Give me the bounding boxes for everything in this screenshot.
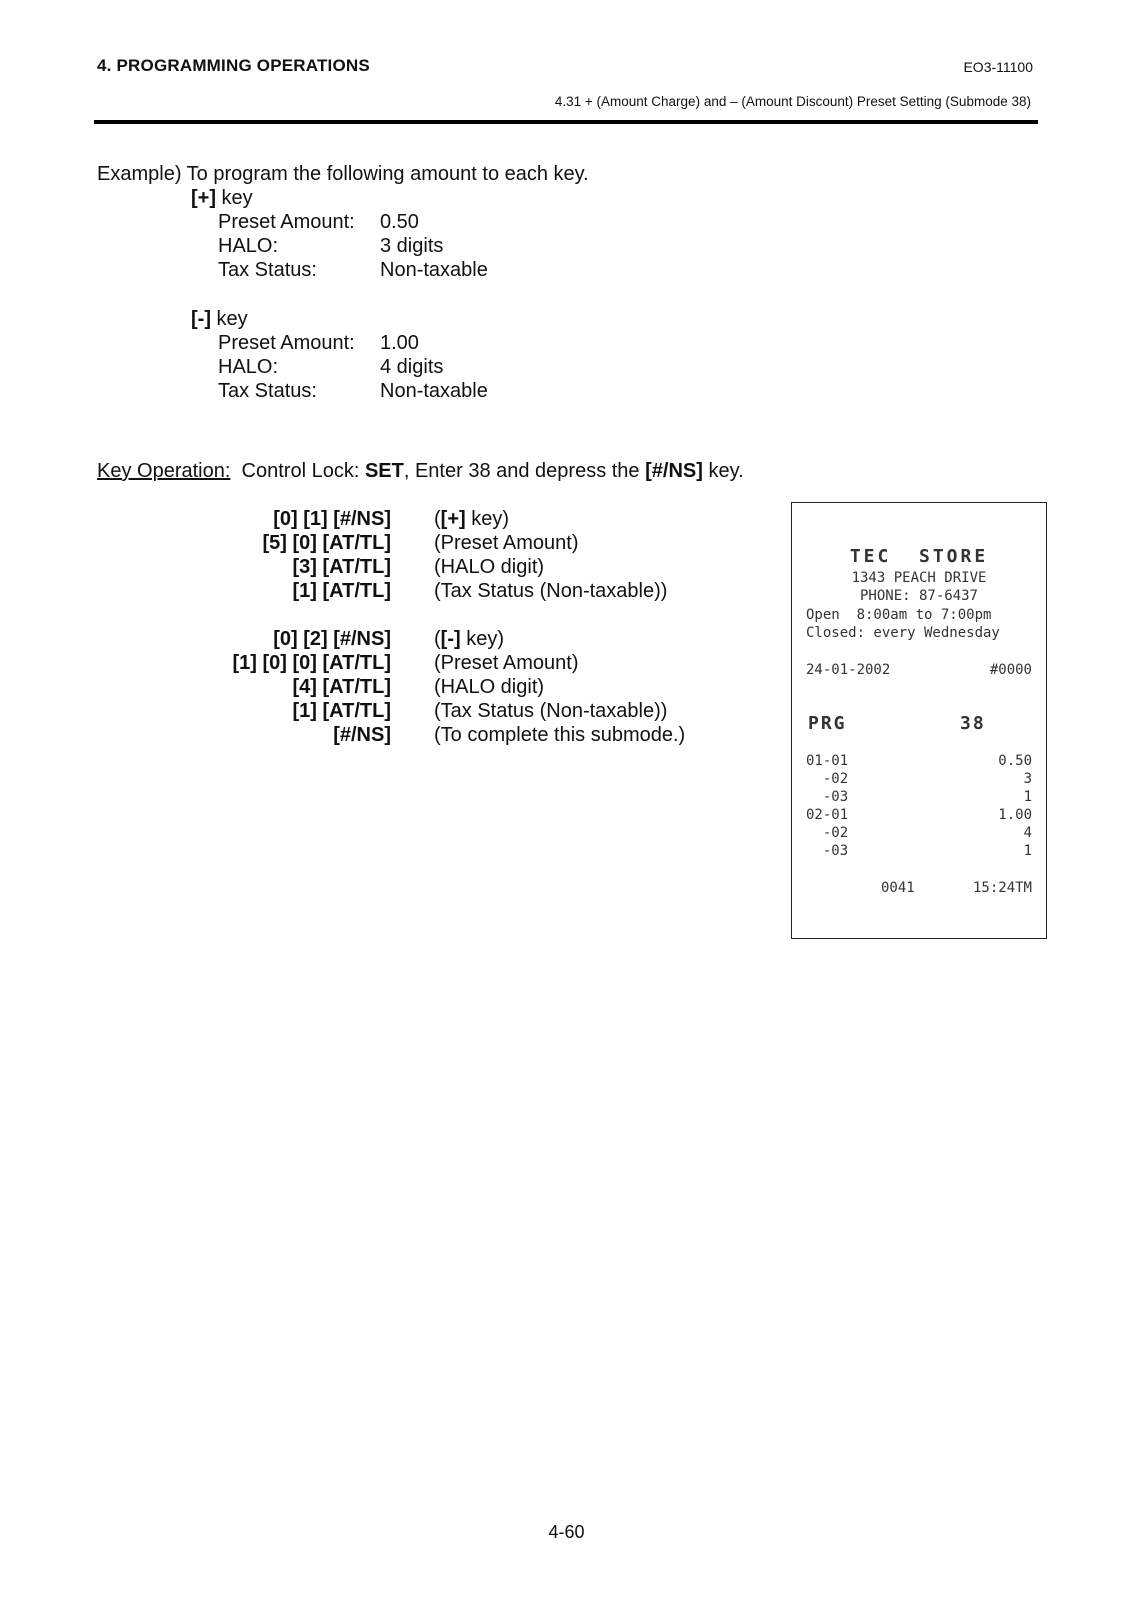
receipt-line-code: -02	[806, 825, 849, 841]
example-key-plus-heading	[191, 186, 253, 210]
step-keys: [4] [AT/TL]	[292, 676, 391, 698]
receipt-line-value: 3	[1023, 771, 1032, 787]
step-desc-key: [+]	[440, 508, 466, 530]
step-description: (Tax Status (Non-taxable))	[434, 700, 668, 722]
receipt-line-code: -03	[806, 789, 849, 805]
key-label: [+]	[191, 187, 216, 209]
receipt-address: 1343 PEACH DRIVE	[851, 570, 987, 586]
receipt-closed: Closed: every Wednesday	[806, 625, 1000, 641]
section-title: 4.31 + (Amount Charge) and – (Amount Discount) Preset Setting (Submode 38)	[554, 94, 1031, 109]
receipt-mode: PRG	[808, 713, 847, 734]
receipt-line-code: -02	[806, 771, 849, 787]
detail-label: HALO:	[218, 356, 279, 378]
detail-label: Tax Status:	[218, 380, 317, 402]
detail-value: Non-taxable	[380, 259, 488, 281]
step-keys: [3] [AT/TL]	[292, 556, 391, 578]
step-keys: [1] [AT/TL]	[292, 580, 391, 602]
step-keys: [1] [AT/TL]	[292, 700, 391, 722]
receipt-line-code: 02-01	[806, 807, 849, 823]
step-keys: [0] [1] [#/NS]	[273, 508, 391, 530]
receipt-store-name: TEC STORE	[849, 546, 989, 567]
detail-value: 4 digits	[380, 356, 444, 378]
receipt-line-value: 0.50	[998, 753, 1032, 769]
receipt-footer-count: 0041	[881, 880, 915, 896]
step-description: (Preset Amount)	[434, 652, 579, 674]
step-description: (To complete this submode.)	[434, 724, 686, 746]
step-description: (HALO digit)	[434, 556, 545, 578]
detail-label: Preset Amount:	[218, 332, 355, 354]
detail-value: 3 digits	[380, 235, 444, 257]
step-desc-text: (	[434, 508, 441, 530]
receipt-submode: 38	[960, 713, 986, 734]
key-word: key	[216, 187, 253, 209]
key-operation-text: , Enter 38 and depress the	[403, 460, 646, 482]
page-number: 4-60	[548, 1522, 585, 1542]
key-operation-text: Control Lock:	[241, 460, 365, 482]
receipt-line-code: 01-01	[806, 753, 849, 769]
receipt-line-value: 1	[1023, 843, 1032, 859]
step-keys: [#/NS]	[333, 724, 391, 746]
step-description	[434, 507, 509, 531]
detail-value: 0.50	[380, 211, 419, 233]
header-rule	[94, 120, 1038, 124]
detail-value: Non-taxable	[380, 380, 488, 402]
detail-label: HALO:	[218, 235, 279, 257]
example-intro: Example) To program the following amount to each key.	[97, 163, 589, 185]
key-word: key	[210, 308, 248, 330]
document-number: EO3-11100	[963, 59, 1033, 75]
control-lock-position: SET	[364, 460, 404, 482]
detail-label: Tax Status:	[218, 259, 317, 281]
key-operation-key: [#/NS]	[645, 460, 703, 482]
step-description: (Tax Status (Non-taxable))	[434, 580, 668, 602]
receipt-phone: PHONE: 87-6437	[859, 588, 978, 604]
key-label: [-]	[191, 308, 211, 330]
step-desc-text: (	[434, 628, 441, 650]
receipt-line-value: 1.00	[998, 807, 1032, 823]
key-operation-text: key.	[702, 460, 744, 482]
step-description	[434, 627, 504, 651]
step-keys: [1] [0] [0] [AT/TL]	[232, 652, 391, 674]
key-operation-line	[97, 459, 744, 483]
step-keys: [5] [0] [AT/TL]	[262, 532, 391, 554]
detail-label: Preset Amount:	[218, 211, 355, 233]
chapter-title: 4. PROGRAMMING OPERATIONS	[97, 56, 370, 75]
step-desc-key: [-]	[440, 628, 461, 650]
step-description: (Preset Amount)	[434, 532, 579, 554]
receipt-line-code: -03	[806, 843, 849, 859]
step-desc-text: key)	[460, 628, 504, 650]
step-desc-text: key)	[465, 508, 510, 530]
receipt-printout	[791, 502, 1047, 939]
step-keys: [0] [2] [#/NS]	[273, 628, 391, 650]
receipt-line-value: 4	[1023, 825, 1032, 841]
key-operation-label: Key Operation:	[97, 460, 231, 482]
receipt-line-value: 1	[1023, 789, 1032, 805]
detail-value: 1.00	[380, 332, 419, 354]
receipt-footer-time: 15:24TM	[972, 880, 1032, 896]
receipt-hours: Open 8:00am to 7:00pm	[806, 607, 992, 623]
example-key-minus-heading	[191, 307, 248, 331]
receipt-date: 24-01-2002	[806, 662, 891, 678]
step-description: (HALO digit)	[434, 676, 545, 698]
receipt-number: #0000	[989, 662, 1032, 678]
